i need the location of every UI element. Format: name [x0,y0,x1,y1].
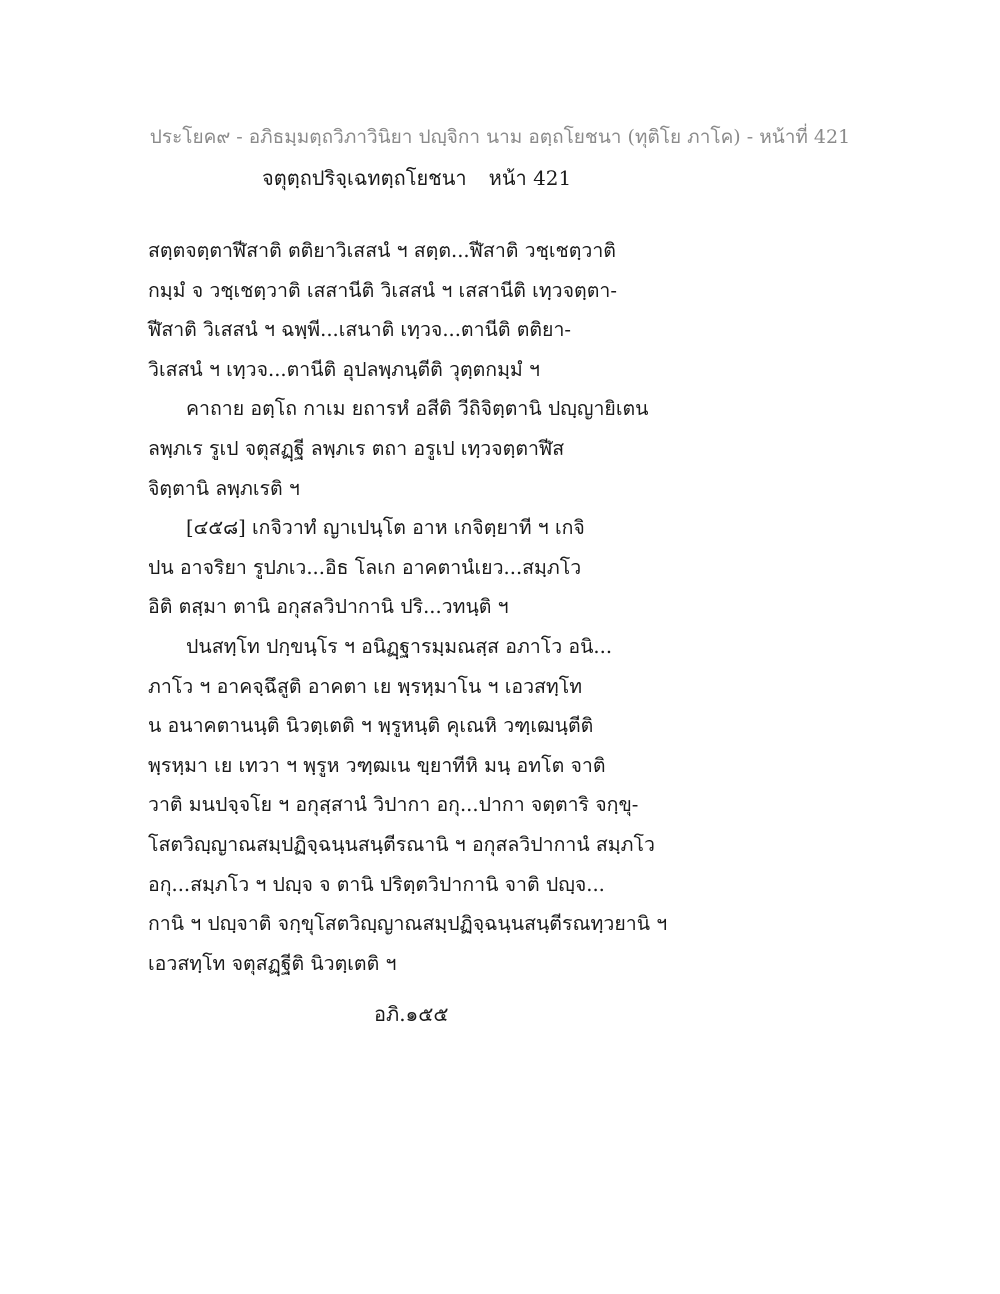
text-line: คาถาย อตฺโถ กาเม ยถารหํ อสีติ วีถิจิตฺตานิ ปญฺญายิเตน [186,397,649,421]
text-line: สตฺตจตฺตาฬีสาติ ตติยาวิเสสนํ ฯ สตฺต...ฬีสาติ วชฺเชตฺวาติ [148,239,616,262]
running-header: ประโยค๙ - อภิธมฺมตฺถวิภาวินิยา ปญฺจิกา นาม อตฺถโยชนา (ทุติโย ภาโค) - หน้าที่ 421 [149,126,851,148]
text-line: กมฺมํ จ วชฺเชตฺวาติ เสสานีติ วิเสสนํ ฯ เสสานีติ เทฺวจตฺตา- [148,278,617,302]
text-line: ฬีสาติ วิเสสนํ ฯ ฉพฺพี...เสนาติ เทฺวจ...ตานีติ ตติยา- [148,318,572,342]
text-line: อกุ...สมฺภโว ฯ ปญฺจ จ ตานิ ปริตฺตวิปากานิ จาติ ปญฺจ... [148,872,605,896]
text-line: โสตวิญฺญาณสมฺปฏิจฺฉนฺนสนฺตีรณานิ ฯ อกุสลวิปากานํ สมฺภโว [148,832,655,856]
text-line: ลพฺภเร รูเป จตุสฏฺฐี ลพฺภเร ตถา อรูเป เทฺวจตฺตาฬีส [148,436,565,460]
body-text [148,236,708,988]
text-line: กานิ ฯ ปญฺจาติ จกฺขุโสตวิญฺญาณสมฺปฏิจฺฉนฺนสนฺตีรณทฺวยานิ ฯ [148,912,668,936]
section-title [262,162,571,194]
page-number-label: หน้า 421 [488,166,572,190]
text-line: [๔๕๘] เกจิวาทํ ญาเปนฺโต อาห เกจิตฺยาที ฯ เกจิ [186,516,585,540]
text-line: วาติ มนปจฺจโย ฯ อกุสฺสานํ วิปากา อกุ...ปากา จตฺตาริ จกฺขุ- [148,793,639,817]
page-marker: อภิ.๑๕๕ [374,1002,449,1026]
section-title-text: จตุตฺถปริจฺเฉทตฺถโยชนา [262,166,467,190]
text-line: ปนสทฺโท ปกฺขนฺโร ฯ อนิฏฺฐารมฺมณสฺส อภาโว อนิ... [186,634,613,658]
text-line: เอวสทฺโท จตุสฏฺฐีติ นิวตฺเตติ ฯ [148,951,397,975]
text-line: จิตฺตานิ ลพฺภเรติ ฯ [148,476,300,500]
text-line: ปน อาจริยา รูปภเว...อิธ โลเก อาคตานํเยว...สมฺภโว [148,555,582,579]
text-line: วิเสสนํ ฯ เทฺวจ...ตานีติ อุปลพฺภนฺตีติ วุตฺตกมฺมํ ฯ [148,357,540,381]
text-line: ภาโว ฯ อาคจฺฉึสูติ อาคตา เย พฺรหฺมาโน ฯ เอวสทฺโท [148,674,583,698]
text-line: พฺรหฺมา เย เทวา ฯ พฺรูห วฑฺฒเน ขฺยาทีหิ มนฺ อทโต จาติ [148,753,606,777]
text-line: น อนาคตานนฺติ นิวตฺเตติ ฯ พฺรูหนฺติ คุเณหิ วฑฺเฒนฺตีติ [148,714,594,738]
text-line: อิติ ตสฺมา ตานิ อกุสลวิปากานิ ปริ...วทนฺติ ฯ [148,595,509,619]
